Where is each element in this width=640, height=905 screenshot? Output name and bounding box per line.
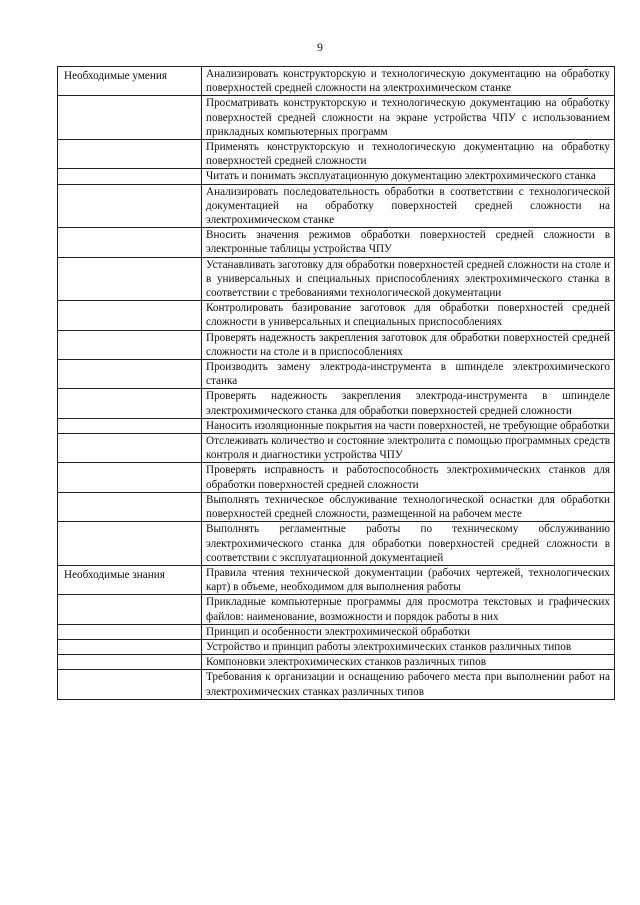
table-row [58, 140, 615, 169]
table-row [58, 96, 615, 140]
table-row [58, 257, 615, 301]
table-cell: Прикладные компьютерные программы для просмотра текстовых и графических файлов: наименование, возможности и порядок работы в них [202, 595, 615, 624]
table-row [58, 595, 615, 624]
table-row [58, 301, 615, 330]
table-cell: Принцип и особенности электрохимической обработки [202, 624, 615, 639]
table-cell: Отслеживать количество и состояние электролита с помощью программных средств контроля и диагностики устройства ЧПУ [202, 434, 615, 463]
table-cell: Устанавливать заготовку для обработки поверхностей средней сложности на столе и в универсальных и специальных приспособлениях электрохимического станка в соответствии с требованиями технологической документации [202, 257, 615, 301]
table-row [58, 522, 615, 566]
table-row [58, 228, 615, 257]
table-cell: Контролировать базирование заготовок для обработки поверхностей средней сложности в универсальных и специальных приспособлениях [202, 301, 615, 330]
table-cell: Устройство и принцип работы электрохимических станков различных типов [202, 639, 615, 654]
table-cell: Вносить значения режимов обработки поверхностей средней сложности в электронные таблицы устройства ЧПУ [202, 228, 615, 257]
table-cell: Правила чтения технической документации (рабочих чертежей, технологических карт) в объеме, необходимом для выполнения работы [202, 565, 615, 594]
table-row [58, 434, 615, 463]
section-title-knowledge: Необходимые знания [58, 565, 202, 594]
table-row [58, 639, 615, 654]
table-row [58, 360, 615, 389]
section-title-skills: Необходимые умения [58, 67, 202, 96]
table-cell: Требования к организации и оснащению рабочего места при выполнении работ на электрохимических станках различных типов [202, 670, 615, 699]
table-cell: Читать и понимать эксплуатационную документацию электрохимического станка [202, 169, 615, 184]
table-row [58, 389, 615, 418]
table-cell: Просматривать конструкторскую и технологическую документацию на обработку поверхностей средней сложности на экране устройства ЧПУ с использованием прикладных компьютерных программ [202, 96, 615, 140]
table-cell: Анализировать конструкторскую и технологическую документацию на обработку поверхностей средней сложности на электрохимическом станке [202, 67, 615, 96]
table-row [58, 565, 615, 594]
table-cell: Применять конструкторскую и технологическую документацию на обработку поверхностей средней сложности [202, 140, 615, 169]
table-row [58, 169, 615, 184]
table-cell: Проверять исправность и работоспособность электрохимических станков для обработки поверхностей средней сложности [202, 463, 615, 492]
table-row [58, 184, 615, 228]
table-row [58, 418, 615, 433]
table-cell: Выполнять техническое обслуживание технологической оснастки для обработки поверхностей средней сложности, размещенной на рабочем месте [202, 492, 615, 521]
table-cell: Проверять надежность закрепления электрода-инструмента в шпинделе электрохимического станка для обработки поверхностей средней сложности [202, 389, 615, 418]
requirements-table [57, 66, 615, 700]
table-row [58, 624, 615, 639]
table-cell: Проверять надежность закрепления заготовок для обработки поверхностей средней сложности на столе и в приспособлениях [202, 330, 615, 359]
table-row [58, 655, 615, 670]
table-cell: Выполнять регламентные работы по техническому обслуживанию электрохимического станка для обработки поверхностей средней сложности в соответствии с эксплуатационной документацией [202, 522, 615, 566]
table-cell: Производить замену электрода-инструмента в шпинделе электрохимического станка [202, 360, 615, 389]
table-cell: Анализировать последовательность обработки в соответствии с технологической документацией на обработку поверхностей средней сложности на электрохимическом станке [202, 184, 615, 228]
table-row [58, 463, 615, 492]
table-row [58, 330, 615, 359]
table-cell: Наносить изоляционные покрытия на части поверхностей, не требующие обработки [202, 418, 615, 433]
table-cell: Компоновки электрохимических станков различных типов [202, 655, 615, 670]
table-row [58, 670, 615, 699]
table-row [58, 67, 615, 96]
table-row [58, 492, 615, 521]
page-number: 9 [317, 40, 323, 54]
